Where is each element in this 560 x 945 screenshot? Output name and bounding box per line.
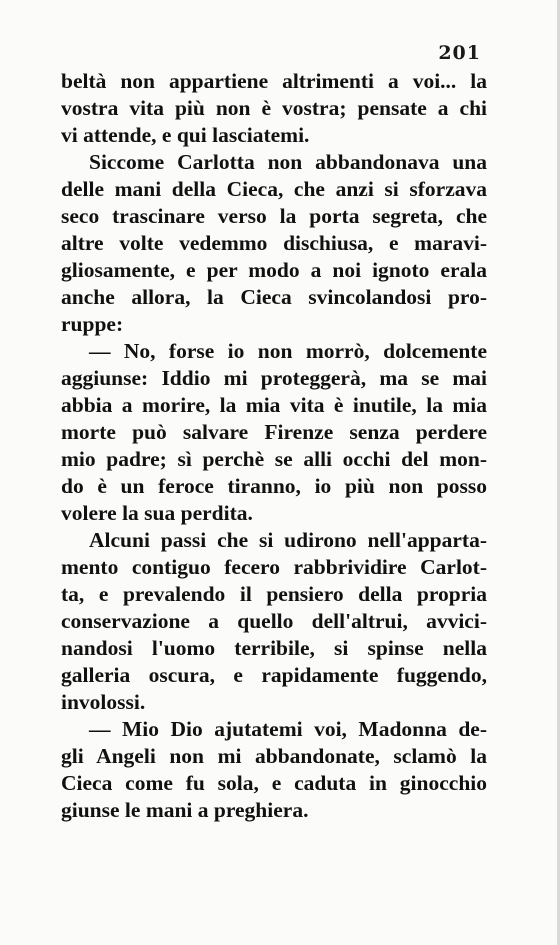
text-line: — Mio Dio ajutatemi voi, Madonna de- bbox=[89, 717, 487, 741]
body-text bbox=[61, 68, 487, 824]
text-line: involossi. bbox=[61, 690, 146, 714]
text-line: — No, forse io non morrò, dolcemente bbox=[89, 339, 487, 363]
text-line: ta, e prevalendo il pensiero della propria bbox=[61, 582, 487, 606]
text-line: Siccome Carlotta non abbandonava una bbox=[89, 150, 487, 174]
text-line: aggiunse: Iddio mi proteggerà, ma se mai bbox=[61, 366, 487, 390]
text-line: gli Angeli non mi abbandonate, sclamò la bbox=[61, 744, 487, 768]
text-line: Alcuni passi che si udirono nell'apparta- bbox=[89, 528, 487, 552]
text-line: anche allora, la Cieca svincolandosi pro- bbox=[61, 285, 487, 309]
text-line: delle mani della Cieca, che anzi si sforzava bbox=[61, 177, 487, 201]
text-line: giunse le mani a preghiera. bbox=[61, 798, 309, 822]
text-line: Cieca come fu sola, e caduta in ginocchio bbox=[61, 771, 487, 795]
text-line: do è un feroce tiranno, io più non posso bbox=[61, 474, 487, 498]
text-line: morte può salvare Firenze senza perdere bbox=[61, 420, 487, 444]
text-line: gliosamente, e per modo a noi ignoto erala bbox=[61, 258, 487, 282]
text-line: abbia a morire, la mia vita è inutile, la mia bbox=[61, 393, 487, 417]
text-line: ruppe: bbox=[61, 312, 124, 336]
text-line: mio padre; sì perchè se alli occhi del mon- bbox=[61, 447, 487, 471]
text-line: conservazione a quello dell'altrui, avvici- bbox=[61, 609, 487, 633]
text-line: nandosi l'uomo terribile, si spinse nella bbox=[61, 636, 487, 660]
text-line: volere la sua perdita. bbox=[61, 501, 253, 525]
text-line: beltà non appartiene altrimenti a voi... la bbox=[61, 69, 487, 93]
text-line: seco trascinare verso la porta segreta, che bbox=[61, 204, 487, 228]
text-line: vi attende, e qui lasciatemi. bbox=[61, 123, 310, 147]
text-line: vostra vita più non è vostra; pensate a chi bbox=[61, 96, 487, 120]
text-line: mento contiguo fecero rabbrividire Carlot- bbox=[61, 555, 487, 579]
text-line: galleria oscura, e rapidamente fuggendo, bbox=[61, 663, 487, 687]
page-number: 201 bbox=[438, 42, 481, 64]
text-line: altre volte vedemmo dischiusa, e maravi- bbox=[61, 231, 487, 255]
